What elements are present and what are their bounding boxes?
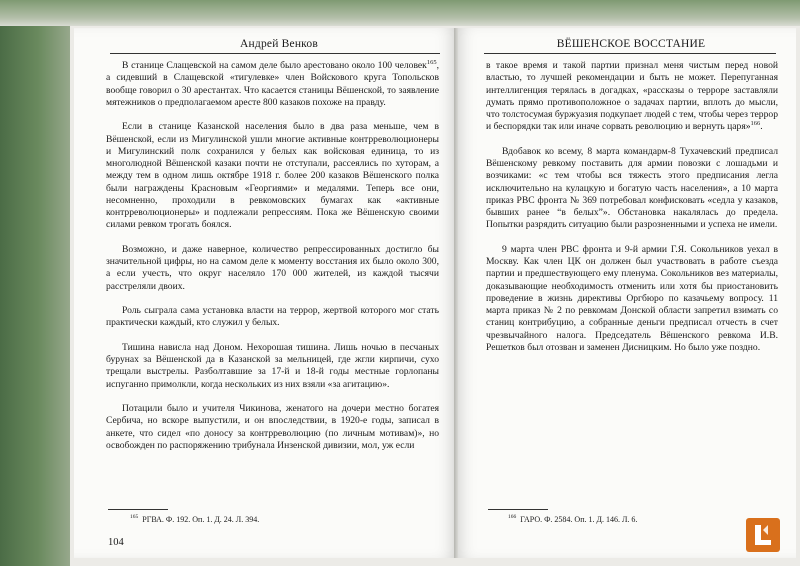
left-page-text: [106, 60, 439, 452]
background-top: [0, 0, 800, 26]
left-running-header: Андрей Венков: [240, 38, 318, 50]
paragraph: Роль сыграла сама установка власти на террор, жертвой которого мог стать практически каждый, кто служил у белых.: [106, 305, 439, 329]
right-footnote: $^{166}$ ГАРО. Ф. 2584. Оп. 1. Д. 146. Л. 6.: [508, 514, 638, 524]
paragraph: Если в станице Казанской населения было в два раза меньше, чем в Вёшенской, если из Мигулинской ушли многие активные контрреволюционеры и Мигулинский полк сохранился у белых как войсковая единица, то из многолюдной Вёшенской казаки почти не отступали, рассеялись по хуторам, а между тем в одном лишь октябре 1918 г. более 200 казаков Вёшенского полка были награждены Красновым «Георгиями» и медалями. Теперь все они, несомненно, проходили в ревкомовских бумагах как «активные контрреволюционеры» и подлежали репрессиям. Пока же Вёшенскую своими силами ревком трогать боялся.: [106, 121, 439, 231]
footnote-ref: 166: [750, 120, 761, 128]
right-header-rule: [484, 53, 776, 54]
footnote-number: 165: [130, 514, 139, 521]
page-number: 104: [108, 537, 124, 548]
right-footnote-rule: [488, 509, 548, 510]
footnote-ref: 165: [426, 58, 437, 66]
book-gutter: [454, 28, 458, 558]
left-footnote-rule: [108, 509, 168, 510]
left-footnote: $^{165}$ РГВА. Ф. 192. Оп. 1. Д. 24. Л. 394.: [130, 514, 260, 524]
paragraph: в такое время и такой партии признал меня чистым перед новой властью, то лучшей рекомендации и быть не может. Перепуганная интеллигенция терялась в догадках, «рассказы о терроре заставляли думать прямо противоположное о задачах партии, вплоть до мысли, что толстосумая буржуазия подкупает людей с тем, чтобы через террор и беспорядки так или иначе сорвать революцию и вернуть царя»$^{166}$.: [486, 60, 778, 133]
right-running-header: ВЁШЕНСКОЕ ВОССТАНИЕ: [556, 38, 706, 50]
footnote-number: 166: [508, 514, 517, 521]
paragraph: Потацили было и учителя Чикинова, женатого на дочери местно богатея Сербича, но вскоре выпустили, и он впоследствии, в 1920-е годы, записал в анкете, что сидел «по доносу за контрреволюцию (по личным мотивам)», но освобожден по распоряжению трибунала Инзенской дивизии, мол, уж если: [106, 403, 439, 451]
paragraph: Тишина нависла над Доном. Нехорошая тишина. Лишь ночью в песчаных бурунах за Вёшенской да в Казанской за мельницей, где жгли кирпичи, сухо трещали выстрелы. Разболтавшие за 17-й и 18-й годы местные горлопаны испуганно примолкли, когда нескольких из них взяли «за агитацию».: [106, 341, 439, 390]
paragraph: В станице Слащевской на самом деле было арестовано около 100 человек$^{165}$, а сидевший в Слащевской «тигулевке» член Войскового круга Топольсков вообще говорил о 30 арестантах. Что касается станицы Вёшенской, то заявление мятежников о предполагаемом аресте 800 казаков похоже на правду.: [106, 58, 439, 108]
left-header-rule: [110, 53, 440, 54]
paragraph: 9 марта член РВС фронта и 9-й армии Г.Я. Сокольников уехал в Москву. Как член ЦК он должен был участвовать в работе съезда партии и предшествующего ему пленума. Сокольников вез материалы, доказывающие необходимость отменить или хотя бы приостановить проведение в жизнь директивы Оргбюро по казачьему вопросу. 11 марта приказ № 2 по ревкомам Донской области запретил взимать со станиц контрибуцию, а собранные деньги предписал отчесть в счет чрезвычайного налога. Председатель Вёшенского ревкома И.В. Решетков был отозван и заменен Дисницким. Но было уже поздно.: [486, 243, 778, 353]
right-page-text: [486, 60, 778, 354]
book-cover-edge: [0, 0, 70, 566]
paragraph: Возможно, и даже наверное, количество репрессированных достигло бы значительной цифры, но на самом деле к моменту восстания их было около 300, а если учесть, что округ населяло 170 000 жителей, из каждой тысячи расстреляли двоих.: [106, 243, 439, 292]
litres-logo-icon: [746, 518, 780, 552]
paragraph: Вдобавок ко всему, 8 марта командарм-8 Тухачевский предписал Вёшенскому ревкому поставить для армии повозки с лошадьми и возчиками: «с тем чтобы вся тяжесть этого предписания легла исключительно на кулацкую и богатую часть населения», а 10 марта приказ РВС фронта № 369 потребовал конфисковать «седла у казаков, бывших ранее “в белых”». Обстановка накалялась до предела. Попытки разрядить ситуацию были разрозненными и успеха не имели.: [486, 145, 778, 231]
